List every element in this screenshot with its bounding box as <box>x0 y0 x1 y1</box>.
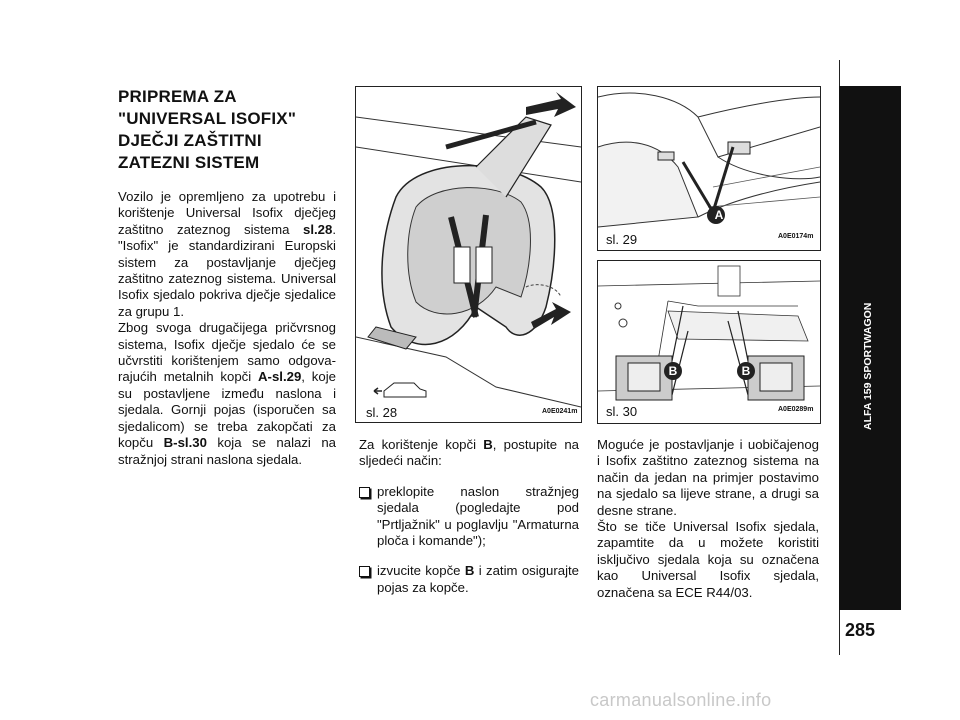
bullet-text-1: preklopite naslon stražnjeg sjedala (pogledajte pod "Prtljažnik" u poglavlju "Armaturna ploča i komande"); <box>377 483 579 549</box>
marker-a: A <box>714 208 724 222</box>
figure-30-caption: sl. 30 <box>606 404 638 419</box>
figure-28-code: A0E0241m <box>542 408 578 415</box>
ref-b-sl30: B-sl.30 <box>163 435 207 451</box>
figure-29-caption: sl. 29 <box>606 232 638 247</box>
bullet-item-1 <box>359 484 579 550</box>
checkbox-bullet-icon <box>359 487 370 498</box>
left-paragraph-1: Vozilo je opremljeno za upotrebu i korištenje Universal Isofix dječjeg zaštitno zateznog sistema sl.28. "Isofix" je standardizirani Europski sistem za postavljanje dječjeg zaštitno zateznog sistema. Universal Isofix sjedalo pokriva dječje sjedalice za grupu 1. <box>118 189 336 319</box>
ref-a-sl29: A-sl.29 <box>258 369 302 385</box>
left-paragraph-2: Zbog svoga drugačijega pričvrsnog sistema, Isofix dječje sjedalo će se učvrstiti korištenjem samo odgova-rajućih metalnih kopči A-sl.29, koje su postavljene između naslona i sjedala. Gornji pojas (isporučen sa sjedalicom) se treba zakopčati za kopču B-sl.30 koja se nalazi na stražnjoj strani naslona sjedala. <box>118 320 336 467</box>
bullet-text-2: izvucite kopče B i zatim osigurajte pojas za kopče. <box>377 563 579 595</box>
ref-b-bullet: B <box>464 563 475 579</box>
seatback-anchor-illustration <box>598 261 820 423</box>
right-paragraph-1: Moguće je postavljanje i uobičajenog i Isofix zaštitno zateznog sistema na način da jedan na primjer postavimo na sjedalo sa lijeve strane, a drugi sa desne strane. <box>597 437 819 518</box>
sidebar-label: ALFA 159 SPORTWAGON <box>862 302 874 430</box>
tab-bottom-line <box>839 610 840 655</box>
watermark: carmanualsonline.info <box>590 690 772 710</box>
bullet-item-2 <box>359 563 579 596</box>
marker-b-right: B <box>741 364 751 378</box>
section-title: PRIPREMA ZA "UNIVERSAL ISOFIX" DJEČJI ZAŠTITNI ZATEZNI SISTEM <box>118 87 297 172</box>
ref-sl28: sl.28 <box>302 221 333 237</box>
figure-30-code: A0E0289m <box>778 406 814 413</box>
right-column <box>597 437 819 601</box>
left-column <box>118 189 336 468</box>
page-number: 285 <box>845 620 876 640</box>
child-seat-illustration <box>356 87 581 422</box>
rear-seat-anchor-illustration <box>598 87 820 250</box>
figure-28-caption: sl. 28 <box>366 405 398 420</box>
checkbox-bullet-icon <box>359 566 370 577</box>
right-paragraph-2: Što se tiče Universal Isofix sjedala, zapamtite da u možete koristiti isključivo sjedala koja su označena kao Universal Isofix sjedala, označena sa ECE R44/03. <box>597 519 819 600</box>
figure-28 <box>355 86 582 423</box>
ref-b-intro: B <box>483 437 493 452</box>
middle-column <box>359 437 579 596</box>
middle-intro: Za korištenje kopči B, postupite na sljedeći način: <box>359 437 580 469</box>
figure-30 <box>597 260 821 424</box>
figure-29-code: A0E0174m <box>778 233 814 240</box>
marker-b-left: B <box>668 364 678 378</box>
tab-top-line <box>839 60 840 86</box>
figure-29 <box>597 86 821 251</box>
